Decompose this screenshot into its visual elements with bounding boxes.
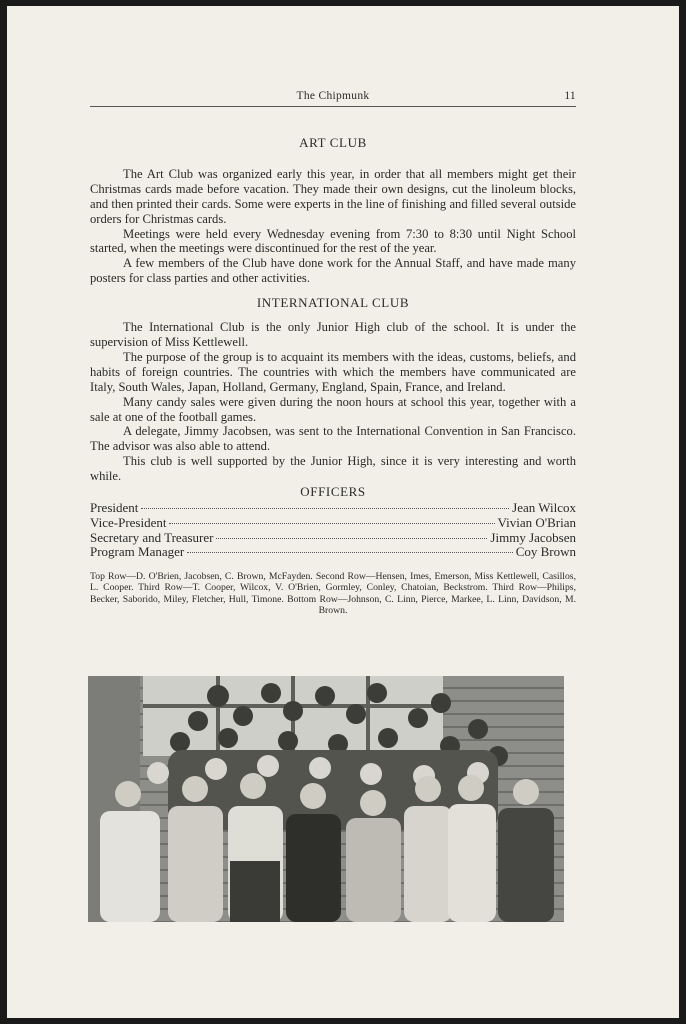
- photo-caption: Top Row—D. O'Brien, Jacobsen, C. Brown, McFayden. Second Row—Hensen, Imes, Emerson, Miss Kettlewell, Casillos, L. Cooper. Third Row—T. Cooper, Wilcox, V. O'Brien, Gormley, Conley, Chatoian, Beckstrom. Third Row—Philips, Becker, Saborido, Miley, Fletcher, Hull, Timone. Bottom Row—Johnson, C. Linn, Pierce, Markee, L. Linn, Davidson, M. Brown.: [90, 571, 576, 617]
- page-number: 11: [564, 90, 576, 102]
- officer-row: [90, 545, 576, 560]
- officer-name: Jimmy Jacobsen: [490, 529, 576, 545]
- international-club-title: INTERNATIONAL CLUB: [256, 295, 410, 311]
- officer-row: [90, 531, 576, 546]
- art-club-title: ART CLUB: [299, 135, 367, 150]
- officers-title: OFFICERS: [300, 484, 366, 500]
- group-photo: [88, 676, 564, 922]
- officer-name: Vivian O'Brian: [497, 514, 576, 530]
- officer-role: Program Manager: [90, 544, 185, 560]
- publication-title: The Chipmunk: [296, 90, 370, 102]
- international-club-paragraph: The International Club is the only Junior High club of the school. It is under the supervision of Miss Kettlewell.: [90, 320, 576, 349]
- officer-role: Vice-President: [90, 514, 167, 530]
- art-club-body: [90, 167, 576, 286]
- art-club-paragraph: A few members of the Club have done work for the Annual Staff, and have made many posters for class parties and other activities.: [90, 256, 576, 286]
- yearbook-page: [7, 6, 679, 1018]
- officer-row: [90, 501, 576, 516]
- dot-leader: [187, 552, 512, 553]
- group-photo-illustration: [88, 676, 564, 922]
- header-rule: [90, 106, 576, 107]
- officer-name: Coy Brown: [515, 544, 576, 560]
- officer-name: Jean Wilcox: [512, 499, 576, 515]
- international-club-paragraph: The purpose of the group is to acquaint its members with the ideas, customs, beliefs, and habits of foreign countries. The countries with which the members have communicated are Italy, South Wales, Japan, Holland, Germany, England, Spain, France, and Ireland.: [90, 349, 576, 394]
- officers-list: [90, 501, 576, 560]
- officer-role: Secretary and Treasurer: [90, 529, 214, 545]
- international-club-paragraph: This club is well supported by the Junior High, since it is very interesting and worth while.: [90, 454, 576, 484]
- page-content: [90, 136, 576, 616]
- dot-leader: [141, 508, 509, 509]
- international-club-paragraph: Many candy sales were given during the noon hours at school this year, together with a sale at one of the football games.: [90, 394, 576, 424]
- officer-row: [90, 516, 576, 531]
- dot-leader: [216, 538, 487, 539]
- running-header: [90, 90, 576, 110]
- art-club-paragraph: The Art Club was organized early this year, in order that all members might get their Christmas cards made before vacation. They made their own designs, cut the linoleum blocks, and then printed their cards. Some were experts in the line of finishing and filled several outside orders for Christmas cards.: [90, 166, 576, 226]
- art-club-paragraph: Meetings were held every Wednesday evening from 7:30 to 8:30 until Night School started, when the meetings were discontinued for the rest of the year.: [90, 226, 576, 256]
- dot-leader: [169, 523, 494, 524]
- officer-role: President: [90, 499, 139, 515]
- international-club-body: [90, 320, 576, 484]
- international-club-paragraph: A delegate, Jimmy Jacobsen, was sent to the International Convention in San Francisco. The advisor was also able to attend.: [90, 424, 576, 454]
